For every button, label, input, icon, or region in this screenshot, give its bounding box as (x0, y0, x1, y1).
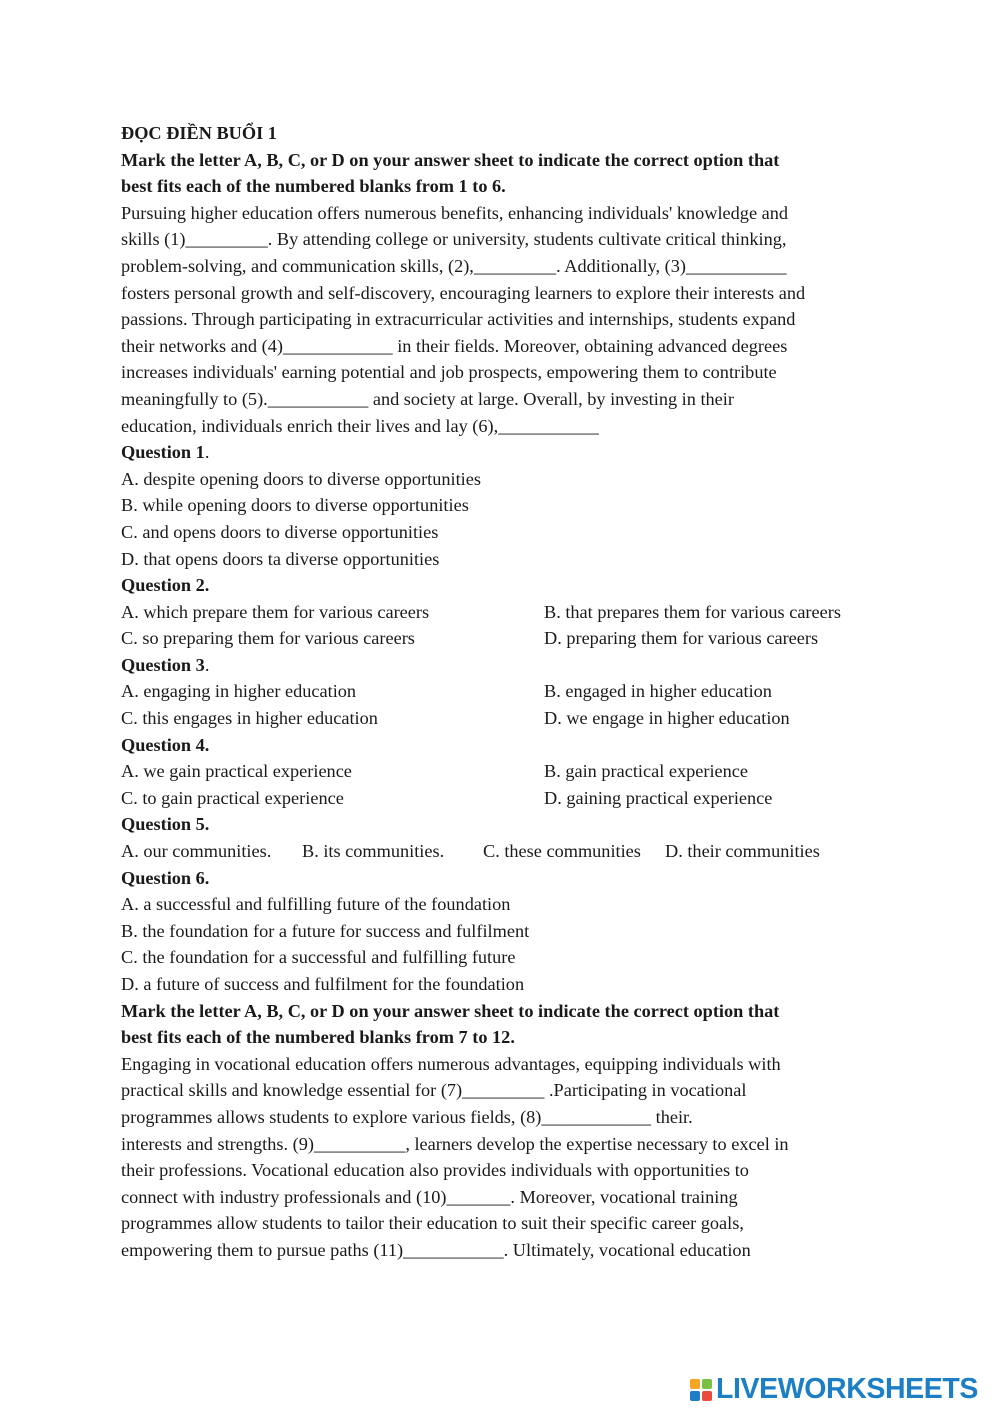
passage-line: practical skills and knowledge essential for (7)_________ .Participating in vocational (121, 1080, 747, 1101)
option-c[interactable]: C. these communities (483, 841, 641, 862)
passage-line: Pursuing higher education offers numerous benefits, enhancing individuals' knowledge and (121, 202, 789, 223)
section-2-instruction (121, 998, 891, 1051)
passage-line: connect with industry professionals and (10)_______. Moreover, vocational training (121, 1186, 738, 1207)
question-3-heading (121, 652, 891, 679)
question-5 (121, 811, 891, 864)
option-c[interactable]: C. to gain practical experience (121, 787, 344, 808)
passage-line: empowering them to pursue paths (11)___________. Ultimately, vocational education (121, 1239, 751, 1260)
passage-line: their networks and (4)____________ in their fields. Moreover, obtaining advanced degrees (121, 335, 788, 356)
option-c[interactable]: C. this engages in higher education (121, 708, 378, 729)
question-label: Question 6. (121, 867, 210, 888)
option-a[interactable]: A. our communities. (121, 841, 272, 862)
instruction-line: best fits each of the numbered blanks from 1 to 6. (121, 176, 506, 197)
passage-line: programmes allow students to tailor their education to suit their specific career goals, (121, 1213, 744, 1234)
logo-square (690, 1379, 700, 1389)
passage-line: skills (1)_________. By attending college or university, students cultivate critical thinking, (121, 229, 787, 250)
question-label: Question 4. (121, 734, 210, 755)
section-1-instruction (121, 147, 891, 200)
option-d[interactable]: D. preparing them for various careers (544, 628, 819, 649)
option-d[interactable]: D. gaining practical experience (544, 787, 773, 808)
option-b[interactable]: B. that prepares them for various careers (544, 601, 841, 622)
instruction-line: Mark the letter A, B, C, or D on your answer sheet to indicate the correct option that (121, 1000, 780, 1021)
logo-text: LIVEWORKSHEETS (716, 1372, 979, 1405)
options-row (121, 705, 891, 732)
option-a[interactable]: A. engaging in higher education (121, 681, 357, 702)
question-label: Question 5. (121, 814, 210, 835)
option-c[interactable]: C. so preparing them for various careers (121, 628, 415, 649)
logo-square (702, 1379, 712, 1389)
passage-line: interests and strengths. (9)__________, learners develop the expertise necessary to excel in (121, 1133, 789, 1154)
options-row (121, 838, 891, 865)
passage-line: problem-solving, and communication skills, (2),_________. Additionally, (3)___________ (121, 255, 787, 276)
options-row (121, 625, 891, 652)
question-label: Question 1 (121, 442, 205, 463)
instruction-line: best fits each of the numbered blanks from 7 to 12. (121, 1027, 515, 1048)
option-d[interactable]: D. that opens doors ta diverse opportunities (121, 548, 440, 569)
passage-line: their professions. Vocational education also provides individuals with opportunities to (121, 1160, 749, 1181)
option-d[interactable]: D. a future of success and fulfilment for the foundation (121, 974, 525, 994)
question-1 (121, 439, 891, 572)
option-b[interactable]: B. gain practical experience (544, 761, 749, 782)
liveworksheets-logo[interactable] (690, 1372, 978, 1406)
logo-square (690, 1391, 700, 1401)
question-1-heading (121, 439, 891, 466)
option-b[interactable]: B. the foundation for a future for success and fulfilment (121, 920, 530, 941)
question-label: Question 2. (121, 575, 210, 596)
option-b[interactable]: B. engaged in higher education (544, 681, 772, 702)
passage-line: increases individuals' earning potential and job prospects, empowering them to contribute (121, 362, 777, 383)
option-c[interactable]: C. and opens doors to diverse opportunities (121, 521, 439, 542)
question-2 (121, 572, 891, 652)
section-2-passage (121, 1051, 891, 1264)
option-a[interactable]: A. despite opening doors to diverse opportunities (121, 468, 481, 489)
passage-line: fosters personal growth and self-discovery, encouraging learners to explore their interests and (121, 282, 806, 303)
question-6 (121, 865, 891, 998)
option-b[interactable]: B. its communities. (302, 841, 445, 862)
worksheet-page (121, 120, 891, 1264)
passage-line: Engaging in vocational education offers numerous advantages, equipping individuals with (121, 1053, 781, 1074)
option-d[interactable]: D. their communities (665, 841, 820, 862)
option-a[interactable]: A. a successful and fulfilling future of the foundation (121, 894, 511, 915)
option-b[interactable]: B. while opening doors to diverse opportunities (121, 495, 469, 516)
question-label-suffix: . (204, 654, 210, 675)
question-label: Question 3 (121, 654, 205, 675)
option-a[interactable]: A. we gain practical experience (121, 761, 352, 782)
section-1-passage (121, 200, 891, 439)
logo-square (702, 1391, 712, 1401)
question-3 (121, 652, 891, 732)
worksheet-title: ĐỌC ĐIỀN BUỔI 1 (121, 123, 277, 143)
options-row (121, 599, 891, 626)
option-c[interactable]: C. the foundation for a successful and fulfilling future (121, 947, 516, 968)
option-a[interactable]: A. which prepare them for various careers (121, 601, 430, 622)
passage-line: meaningfully to (5).___________ and society at large. Overall, by investing in their (121, 388, 734, 409)
instruction-line: Mark the letter A, B, C, or D on your answer sheet to indicate the correct option that (121, 149, 780, 170)
options-row (121, 785, 891, 812)
question-4 (121, 732, 891, 812)
options-row (121, 678, 891, 705)
option-d[interactable]: D. we engage in higher education (544, 708, 790, 729)
passage-line: programmes allows students to explore various fields, (8)____________ their. (121, 1106, 693, 1127)
passage-line: passions. Through participating in extracurricular activities and internships, students expand (121, 309, 796, 330)
liveworksheets-logo-icon (690, 1379, 712, 1401)
question-label-suffix: . (204, 442, 210, 463)
options-row (121, 758, 891, 785)
passage-line: education, individuals enrich their lives and lay (6),___________ (121, 415, 599, 436)
